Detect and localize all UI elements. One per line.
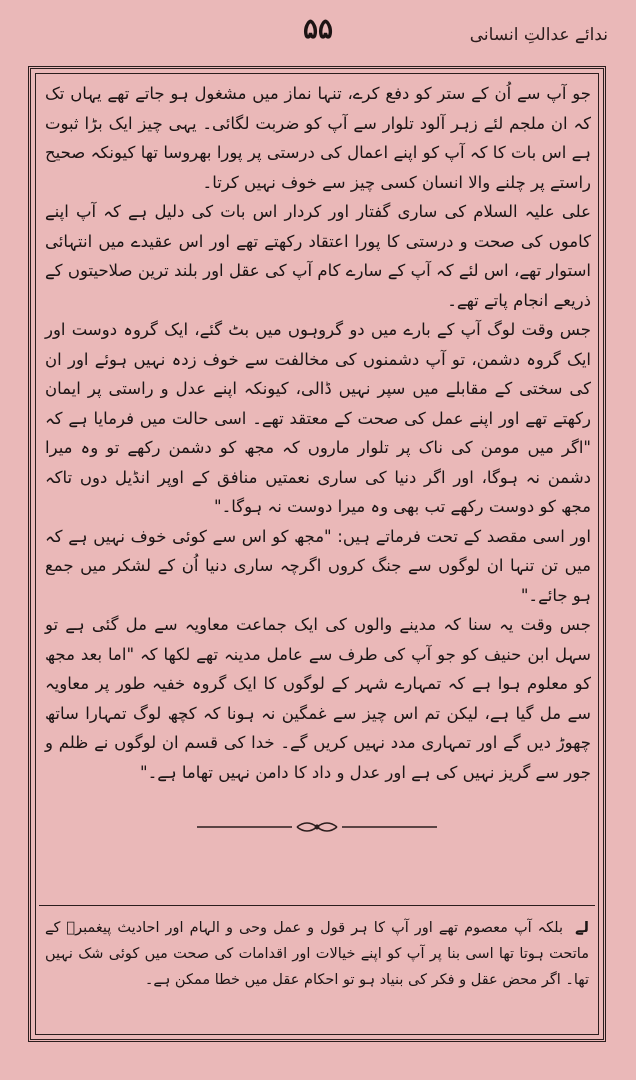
footnote-mark: لے [575, 920, 590, 936]
page-number: ۵۵ [302, 12, 334, 45]
paragraph: جو آپ سے اُن کے ستر کو دفع کرے، تنہا نماز میں مشغول ہو جاتے تھے یہاں تک کہ ان ملجم لئے زہر آلود تلوار سے آپ کو ضربت لگائی۔ یہی چیز ایک بڑا ثبوت ہے اس بات کا کہ آپ کو اپنے اعمال کی درستی پر پورا بھروسا تھا کیونکہ صحیح راستے پر چلنے والا انسان کسی چیز سے خوف نہیں کرتا۔ [45, 84, 591, 192]
footnote-rule [39, 905, 595, 906]
paragraph: جس وقت یہ سنا کہ مدینے والوں کی ایک جماعت معاویہ سے مل گئی ہے تو سہل ابن حنیف کو جو آپ کی طرف سے عامل مدینہ تھے لکھا کہ "اما بعد مجھ کو معلوم ہوا ہے کہ تمہارے شہر کے لوگوں کا ایک گروہ خفیہ طور پر معاویہ سے مل گیا ہے، لیکن تم اس چیز سے غمگین نہ ہونا کہ کچھ لوگ تمہارا ساتھ چھوڑ دیں گے اور تمہاری مدد نہیں کریں گے۔ خدا کی قسم ان لوگوں نے ظلم و جور سے گریز نہیں کی ہے اور عدل و داد کا دامن نہیں تھاما ہے۔" [45, 615, 591, 782]
footnote [45, 915, 589, 993]
footnote-text: بلکہ آپ معصوم تھے اور آپ کا ہر قول و عمل وحی و الہام اور احادیث پیغمبرؐ کے ماتحت ہوتا تھا اسی بنا پر آپ کو اپنے خیالات اور اقدامات کی صحت میں کوئی شک نہیں تھا۔ اگر محض عقل و فکر کی بنیاد ہو تو احکام عقل میں خطا ممکن ہے۔ [45, 920, 589, 988]
text-frame [28, 66, 606, 1042]
paragraph: اور اسی مقصد کے تحت فرماتے ہیں: "مجھ کو اس سے کوئی خوف نہیں ہے کہ میں تن تنہا ان لوگوں سے جنگ کروں اگرچہ ساری دنیا اُن کے لشکر میں جمع ہو جائے۔" [45, 526, 591, 605]
paragraph: جس وقت لوگ آپ کے بارے میں دو گروہوں میں بٹ گئے، ایک گروہ دوست اور ایک گروہ دشمن، تو آپ دشمنوں کی مخالفت سے خوف زدہ نہیں ہوئے اور ان کی سختی کے مقابلے میں سپر نہیں ڈالی، کیونکہ اپنے عدل و راستی پر ایمان رکھتے تھے اور اپنے عمل کی صحت کے معتقد تھے۔ اسی حالت میں فرمایا ہے کہ "اگر میں مومن کی ناک پر تلوار ماروں کہ مجھ کو دشمن رکھے تو وہ میرا دشمن نہ ہوگا، اور اگر دنیا کی ساری نعمتیں منافق کے اوپر انڈیل دوں تاکہ مجھ کو دوست رکھے تب بھی وہ میرا دوست نہ ہوگا۔" [45, 320, 591, 516]
page-header [28, 12, 608, 56]
main-text [45, 79, 591, 787]
running-title: ندائے عدالتِ انسانی [469, 25, 608, 45]
paragraph: علی علیہ السلام کی ساری گفتار اور کردار اس بات کی دلیل ہے کہ آپ اپنے کاموں کی صحت و درستی کا پورا اعتقاد رکھتے تھے اور اس عقیدے میں انتہائی استوار تھے، اس لئے کہ آپ کے سارے کام آپ کی عقل اور بلند ترین صلاحیتوں کے ذریعے انجام پاتے تھے۔ [45, 202, 591, 310]
section-ornament-divider [197, 817, 437, 837]
